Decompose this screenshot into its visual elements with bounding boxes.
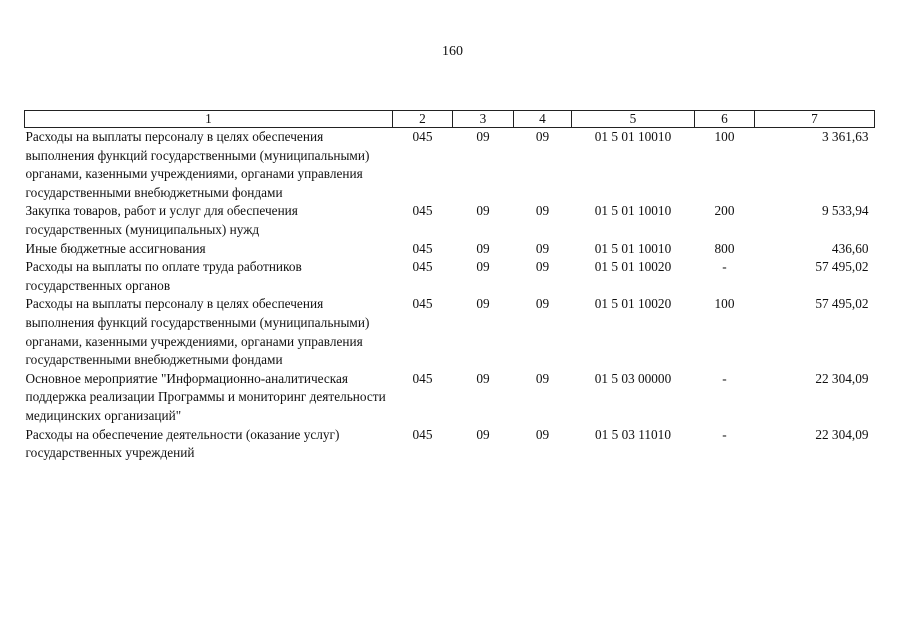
row-target-article: 01 5 01 10020 [594, 296, 672, 312]
row-target-article: 01 5 03 11010 [595, 426, 671, 442]
row-expense-type: - [722, 370, 727, 386]
row-admin-code: 045 [412, 203, 433, 219]
header-col-5: 5 [572, 111, 695, 128]
row-amount: 57 495,02 [815, 296, 869, 312]
row-amount: 3 361,63 [821, 129, 869, 144]
row-admin-code: 045 [412, 259, 433, 275]
row-expense-type: 800 [714, 240, 735, 256]
row-subsection: 09 [535, 259, 550, 275]
row-name: Расходы на выплаты по оплате труда работников государственных органов [25, 259, 302, 293]
row-name: Закупка товаров, работ и услуг для обеспечения государственных (муниципальных) нужд [25, 203, 298, 237]
header-col-7: 7 [755, 111, 875, 128]
row-expense-type: - [722, 426, 727, 442]
header-col-2: 2 [393, 111, 453, 128]
row-amount: 9 533,94 [821, 203, 869, 219]
row-subsection: 09 [535, 129, 550, 144]
row-amount: 57 495,02 [815, 259, 869, 275]
row-admin-code: 045 [412, 370, 433, 386]
row-target-article: 01 5 01 10010 [594, 203, 672, 219]
table-row [25, 295, 875, 369]
page-number: 160 [442, 44, 463, 59]
row-expense-type: 100 [714, 129, 735, 144]
table-row [25, 426, 875, 463]
row-section: 09 [476, 129, 490, 144]
row-subsection: 09 [535, 370, 550, 386]
row-expense-type: 200 [714, 203, 735, 219]
header-col-4: 4 [514, 111, 572, 128]
row-subsection: 09 [535, 240, 550, 256]
budget-table [24, 110, 875, 463]
row-target-article: 01 5 01 10010 [594, 129, 672, 144]
row-section: 09 [476, 203, 490, 219]
row-section: 09 [476, 240, 490, 256]
table-header-row [25, 111, 875, 128]
row-admin-code: 045 [412, 129, 433, 144]
row-name: Основное мероприятие "Информационно-аналитическая поддержка реализации Программы и мониторинг деятельности медицинских организаций" [25, 370, 386, 423]
row-subsection: 09 [535, 296, 550, 312]
table-row [25, 128, 875, 203]
row-name: Расходы на обеспечение деятельности (оказание услуг) государственных учреждений [25, 426, 340, 461]
header-col-1: 1 [25, 111, 393, 128]
row-section: 09 [476, 259, 490, 275]
row-subsection: 09 [535, 426, 550, 442]
table-row [25, 202, 875, 239]
header-col-6: 6 [695, 111, 755, 128]
row-section: 09 [476, 370, 490, 386]
row-amount: 436,60 [831, 240, 869, 256]
table-row [25, 240, 875, 259]
row-expense-type: - [722, 259, 727, 275]
row-admin-code: 045 [412, 426, 433, 442]
row-target-article: 01 5 03 00000 [594, 370, 672, 386]
row-subsection: 09 [535, 203, 550, 219]
row-amount: 22 304,09 [815, 370, 869, 386]
row-admin-code: 045 [412, 296, 433, 312]
table-row [25, 370, 875, 426]
row-expense-type: 100 [714, 296, 735, 312]
row-amount: 22 304,09 [815, 426, 869, 442]
row-target-article: 01 5 01 10010 [594, 240, 672, 256]
row-section: 09 [476, 296, 490, 312]
row-name: Иные бюджетные ассигнования [25, 240, 206, 256]
header-col-3: 3 [453, 111, 514, 128]
row-section: 09 [476, 426, 490, 442]
table-row [25, 258, 875, 295]
row-name: Расходы на выплаты персоналу в целях обеспечения выполнения функций государственными (муниципальными) органами, казенными учреждениями, органами управления государственными внебюджетными фондами [25, 129, 370, 200]
row-name: Расходы на выплаты персоналу в целях обеспечения выполнения функций государственными (муниципальными) органами, казенными учреждениями, органами управления государственными внебюджетными фондами [25, 296, 370, 368]
row-target-article: 01 5 01 10020 [594, 259, 672, 275]
row-admin-code: 045 [412, 240, 433, 256]
